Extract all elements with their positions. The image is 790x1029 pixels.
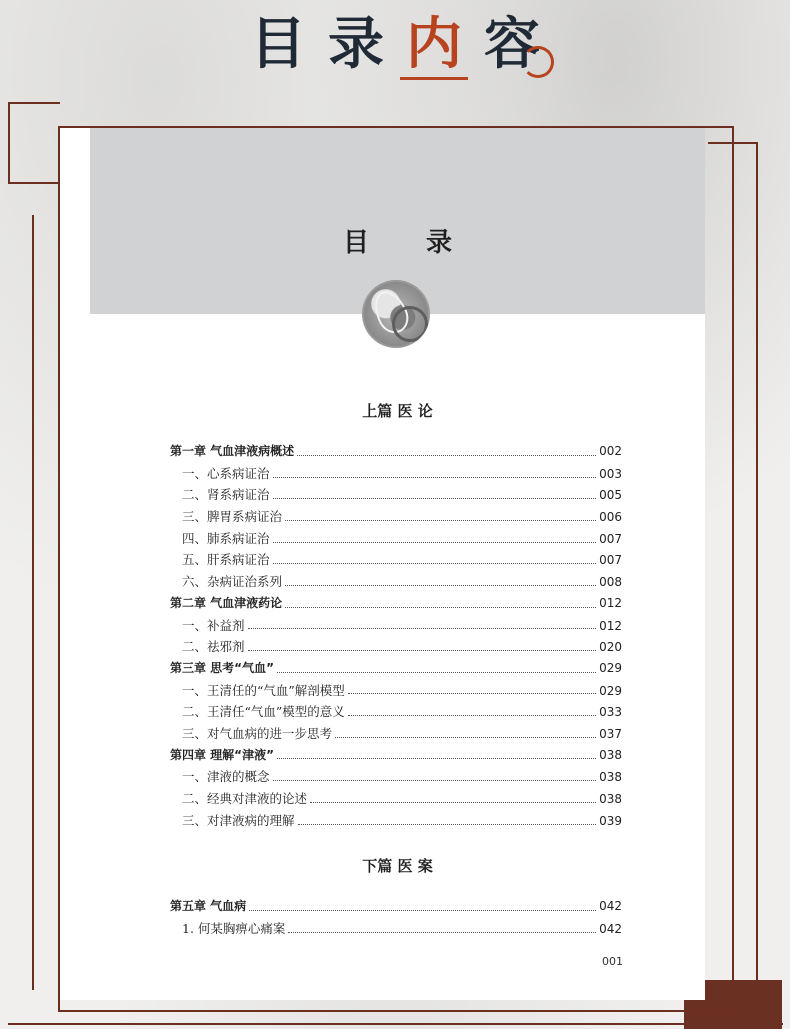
toc-entry[interactable] (170, 724, 622, 746)
leader-dots (273, 541, 597, 543)
toc-entry-label: 一、心系病证治 (182, 465, 270, 481)
leader-dots (348, 692, 596, 694)
leader-dots (248, 627, 597, 629)
toc-chapter-entry[interactable] (170, 746, 622, 768)
toc-entry-label: 二、王清任“气血”模型的意义 (182, 704, 345, 720)
toc-entry-page: 007 (599, 531, 622, 546)
toc-chapter-entry[interactable] (170, 442, 622, 464)
header-title-char-text: 容 (484, 11, 540, 77)
toc-entry-page: 038 (599, 792, 622, 806)
leader-dots (335, 736, 596, 738)
leader-dots (285, 584, 596, 586)
leader-dots (273, 476, 597, 478)
toc-entry-label: 一、王清任的“气血”解剖模型 (182, 682, 345, 698)
toc-entry-label: 六、杂病证治系列 (182, 574, 283, 590)
leader-dots (285, 606, 596, 608)
toc-entry-label: 三、脾胃系病证治 (182, 509, 283, 525)
toc-entry[interactable] (170, 616, 622, 638)
toc-entry-label: 一、补益剂 (182, 617, 245, 633)
header-title-char: 录 (328, 11, 384, 77)
toc-entry[interactable] (170, 789, 622, 811)
toc-chapter-entry[interactable] (170, 594, 622, 616)
part-one-title: 上篇 医 论 (362, 402, 433, 420)
toc-entry[interactable] (170, 464, 622, 486)
header-title-char-text: 内 (406, 11, 462, 77)
header-title-char-accent (406, 11, 462, 77)
leader-dots (249, 909, 596, 911)
toc-entry[interactable] (170, 485, 622, 507)
emblem-image (362, 280, 430, 348)
decorative-rule (32, 215, 34, 990)
header-title-char: 目 (250, 11, 306, 77)
toc-list-part-one (170, 442, 622, 832)
page-number: 001 (602, 955, 623, 968)
toc-entry[interactable] (170, 550, 622, 572)
toc-entry-label: 三、对津液病的理解 (182, 812, 295, 828)
toc-entry-label: 二、肾系病证治 (182, 487, 270, 503)
toc-entry-page: 033 (599, 705, 622, 720)
toc-entry-page: 029 (599, 660, 622, 675)
toc-entry-page: 039 (599, 813, 622, 828)
toc-entry-page: 003 (599, 466, 622, 481)
ring-icon (392, 306, 428, 342)
toc-entry[interactable] (170, 767, 622, 789)
toc-entry[interactable] (170, 702, 622, 724)
toc-entry-page: 007 (599, 553, 622, 568)
toc-entry-label: 第三章 思考“气血” (170, 660, 274, 675)
leader-dots (285, 519, 596, 521)
leader-dots (297, 454, 596, 456)
toc-entry[interactable] (170, 572, 622, 594)
toc-entry-page: 012 (599, 595, 622, 610)
header-title-char (484, 11, 540, 77)
toc-entry[interactable] (170, 919, 622, 941)
toc-entry-page: 037 (599, 726, 622, 741)
toc-entry-label: 第二章 气血津液药论 (170, 595, 283, 610)
toc-entry[interactable] (170, 811, 622, 833)
toc-entry[interactable] (170, 507, 622, 529)
leader-dots (273, 779, 597, 781)
toc-entry-label: 第一章 气血津液病概述 (170, 444, 295, 458)
toc-entry-page: 042 (599, 899, 622, 913)
toc-entry-label: 四、肺系病证治 (182, 530, 270, 546)
toc-entry-label: 二、祛邪剂 (182, 639, 245, 655)
toc-entry-page: 012 (599, 618, 622, 633)
part-two-title: 下篇 医 案 (362, 857, 433, 875)
decorative-rule (8, 1023, 783, 1025)
toc-entry[interactable] (170, 529, 622, 551)
leader-dots (248, 649, 597, 651)
leader-dots (273, 497, 597, 499)
toc-entry-page: 006 (599, 510, 622, 525)
accent-swash (522, 46, 554, 78)
leader-dots (277, 671, 596, 673)
toc-entry-page: 008 (599, 575, 622, 590)
toc-entry[interactable] (170, 681, 622, 703)
toc-entry-label: 五、肝系病证治 (182, 552, 270, 568)
header-title (0, 4, 790, 84)
toc-entry-label: 一、津液的概念 (182, 769, 270, 785)
toc-entry-label: 第四章 理解“津液” (170, 747, 274, 762)
leader-dots (277, 757, 596, 759)
leader-dots (348, 714, 596, 716)
toc-heading: 目 录 (342, 228, 477, 258)
toc-entry-label: 第五章 气血病 (170, 899, 247, 913)
toc-entry-label: 三、对气血病的进一步思考 (182, 725, 333, 741)
toc-entry-page: 005 (599, 488, 622, 503)
decorative-frame (8, 102, 60, 184)
toc-entry-page: 038 (599, 770, 622, 785)
leader-dots (310, 801, 596, 803)
toc-entry-page: 020 (599, 640, 622, 655)
leader-dots (288, 931, 596, 933)
leader-dots (273, 562, 597, 564)
toc-entry-page: 042 (599, 921, 622, 936)
toc-entry-page: 038 (599, 747, 622, 762)
toc-entry-page: 029 (599, 683, 622, 698)
accent-underline (400, 77, 468, 80)
toc-chapter-entry[interactable] (170, 659, 622, 681)
toc-list-part-two (170, 897, 622, 940)
toc-entry-page: 002 (599, 444, 622, 458)
toc-entry-label: 二、经典对津液的论述 (182, 791, 308, 806)
toc-chapter-entry[interactable] (170, 897, 622, 919)
toc-entry-label: 1. 何某胸痹心痛案 (182, 920, 286, 936)
toc-entry[interactable] (170, 637, 622, 659)
leader-dots (298, 823, 597, 825)
